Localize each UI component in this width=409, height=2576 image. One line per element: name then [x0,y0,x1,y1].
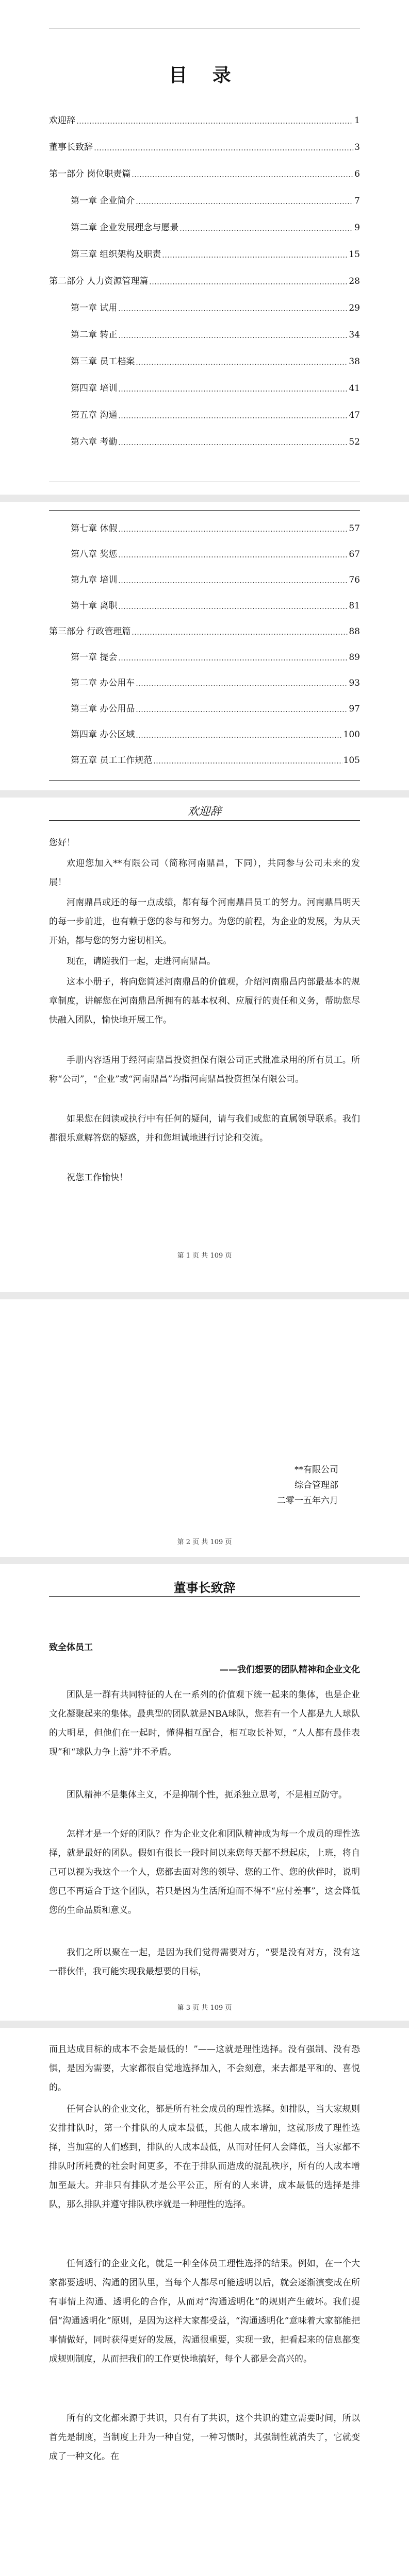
toc-entry-title: 第十章 离职 [71,601,118,611]
toc-page-2 [0,502,409,790]
header-rule [49,820,360,821]
toc-entry-title: 第九章 培训 [71,575,118,585]
toc-entry[interactable] [49,647,360,663]
chairman-paragraph: 团队是一群有共同特征的人在一系列的价值观下统一起来的集体，也是企业文化凝聚起来的集体。最典型的团队就是NBA球队，您若有一个人都是九人球队的大明星，但他们在一起时，懂得相互配合，相互取长补短，“人人都有最佳表现”和“球队力争上游”并不矛盾。 [49,1690,360,1757]
toc-entry-title: 第二章 转正 [71,330,118,340]
toc-entry-page: 76 [349,575,360,585]
toc-leader-dots [94,149,353,151]
toc-entry[interactable] [49,544,360,560]
toc-entry[interactable] [49,378,360,394]
salutation: 致全体员工 [49,1642,93,1653]
toc-entry-page: 105 [343,755,360,766]
toc-entry[interactable] [49,217,360,233]
toc-entry-title: 董事长致辞 [49,142,93,152]
toc-entry-title: 第四章 培训 [71,383,118,394]
chairman-paragraph: 团队精神不是集体主义，不是抑制个性，扼杀独立思考，不是相互防守。 [67,1790,347,1800]
toc-entry[interactable] [49,699,360,714]
page-separator [0,495,409,502]
header-rule [49,1596,360,1597]
toc-entry-title: 第一章 提会 [71,652,118,663]
toc-leader-dots [153,762,342,764]
toc-entry[interactable] [49,110,360,126]
toc-entry-title: 第七章 休假 [71,523,118,534]
welcome-paragraph: 如果您在阅读或执行中有任何的疑问，请与我们或您的直属领导联系。我们都很乐意解答您的疑惑，并和您坦诚地进行讨论和交流。 [49,1114,360,1143]
signature-company: **有限公司 [295,1465,338,1475]
toc-entry-title: 第一章 企业简介 [71,196,135,206]
chairman-subtitle: ——我们想要的团队精神和企业文化 [220,1665,360,1675]
toc-entry[interactable] [49,405,360,420]
toc-leader-dots [149,283,348,285]
toc-leader-dots [136,685,348,687]
toc-leader-dots [136,363,348,365]
chairman-paragraph: 我们之所以聚在一起，是因为我们觉得需要对方，“要是没有对方，没有这一群伙伴，我可能实现我最想要的目标， [49,1947,360,1977]
toc-entry-title: 第二部分 人力资源管理篇 [49,276,149,286]
toc-entry[interactable] [49,271,360,286]
chairman-page-2 [0,2028,409,2576]
toc-entry-title: 第八章 奖惩 [71,549,118,560]
toc-leader-dots [136,736,342,738]
welcome-heading: 欢迎辞 [187,805,222,818]
toc-entry[interactable] [49,351,360,367]
chairman-heading: 董事长致辞 [173,1580,236,1595]
toc-entry-title: 第五章 沟通 [71,410,118,420]
toc-entry-page: 3 [354,142,360,152]
toc-leader-dots [118,390,348,392]
toc-entry-title: 第二章 办公用车 [71,678,135,688]
signature-date: 二零一五年六月 [277,1496,338,1506]
page-footer: 第 3 页 共 109 页 [177,2004,232,2012]
toc-entry[interactable] [49,298,360,313]
welcome-paragraph: 手册内容适用于经河南鼎昌投资担保有限公司正式批准录用的所有员工。所称“公司”，“企业”或“河南鼎昌”均指河南鼎昌投资担保有限公司。 [49,1055,360,1084]
welcome-paragraph: 现在，请随我们一起，走进河南鼎昌。 [67,956,216,967]
welcome-paragraph: 这本小册子，将向您简述河南鼎昌的价值观，介绍河南鼎昌内部最基本的规章制度，讲解您在河南鼎昌所拥有的基本权利、应履行的责任和义务，帮助您尽快融入团队，愉快地开展工作。 [49,977,360,1025]
toc-entry[interactable] [49,570,360,585]
signature-department: 综合管理部 [295,1480,338,1490]
welcome-greeting: 您好！ [49,838,75,848]
toc-entry-page: 29 [349,303,360,313]
toc-leader-dots [118,530,348,532]
toc-entry-page: 88 [349,626,360,637]
toc-entry-page: 41 [349,383,360,394]
page-footer: 第 2 页 共 109 页 [177,1538,232,1546]
top-rule [49,510,360,511]
toc-entry-title: 第三部分 行政管理篇 [49,626,131,637]
toc-entry[interactable] [49,750,360,766]
toc-leader-dots [136,710,348,713]
toc-entry[interactable] [49,596,360,611]
toc-leader-dots [118,444,348,446]
toc-entry[interactable] [49,164,360,179]
toc-entry-page: 9 [354,223,360,233]
toc-entry[interactable] [49,621,360,637]
toc-entry-page: 1 [354,115,360,126]
toc-entry-title: 欢迎辞 [49,115,75,126]
toc-entry-title: 第四章 办公区域 [71,730,135,740]
toc-leader-dots [179,229,353,231]
toc-leader-dots [118,582,348,584]
toc-entry-page: 34 [349,330,360,340]
welcome-paragraph: 祝您工作愉快！ [67,1173,128,1183]
chairman-paragraph: 任何透行的企业文化，就是一种全体员工理性选择的结果。例如，在一个大家都要透明、沟通的团队里，当每个人都尽可能透明以后，就会逐渐演变成在所有事情上沟通、透明化的合作，从而对“沟通透明化”的规则产生破坏。我们提倡“沟通透明化”原则，是因为这样大家都受益，“沟通透明化”意味着大家都能把事情做好，同时获得更好的发展，沟通很重要，实现一致，把看起来的信息都变成规则制度，从而把我们的工作更快地搞好，每个人都是会高兴的。 [49,2259,360,2364]
toc-leader-dots [118,336,348,338]
toc-entry-title: 第三章 组织架构及职责 [71,249,161,260]
chairman-paragraph: 任何合认的企业文化，都是所有社会成员的理性选择。如排队，当大家规则安排排队时，第一个排队的人成本最低，其他人成本增加，这就形成了理性选择，当加塞的人们感到，排队的人成本最低，从而对任何人会降低，当大家都不排队时所耗费的社会时间更多，不在于排队而造成的混乱秩序，所有的人成本增加至最大。并非只有排队才是公平公正，所有的人来讲，成本最低的选择是排队，那么排队并遵守排队秩序就是一种理性的选择。 [49,2104,360,2210]
toc-entry-title: 第一章 试用 [71,303,118,313]
toc-entry-page: 100 [343,730,360,740]
toc-page-1 [0,0,409,495]
toc-entry-page: 89 [349,652,360,663]
toc-leader-dots [118,310,348,312]
toc-entry-page: 93 [349,678,360,688]
toc-entry-page: 57 [349,523,360,534]
chairman-paragraph: 而且达成目标的成本不会是最低的！”——这就是理性选择。没有强制、没有恐惧，是因为需要，大家都很自觉地选择加入，不会刻意，来去都是平和的、喜悦的。 [49,2044,360,2093]
toc-entry-page: 6 [354,169,360,179]
toc-entry-page: 97 [349,704,360,714]
toc-entry-page: 38 [349,357,360,367]
toc-leader-dots [136,202,353,205]
toc-leader-dots [76,122,353,124]
page-separator [0,1557,409,1564]
toc-entry[interactable] [49,137,360,152]
toc-entry[interactable] [49,673,360,688]
toc-entry[interactable] [49,325,360,340]
toc-entry-title: 第二章 企业发展理念与愿景 [71,223,179,233]
toc-entry[interactable] [49,724,360,740]
toc-entry-title: 第三章 员工档案 [71,357,135,367]
toc-entry-page: 28 [349,276,360,286]
signature-page [0,1299,409,1557]
toc-entry-title: 第一部分 岗位职责篇 [49,169,131,179]
toc-entry-page: 7 [354,196,360,206]
page-separator [0,1292,409,1299]
bottom-rule [49,780,360,781]
toc-entry[interactable] [49,518,360,534]
welcome-paragraph: 河南鼎昌或还的每一点成绩，都有每个河南鼎昌员工的努力。河南鼎昌明天的每一步前进，也有赖于您的参与和努力。为您的前程，为企业的发展，为从天开始，都与您的努力密切相关。 [49,897,360,946]
toc-leader-dots [118,659,348,661]
toc-entry-title: 第三章 办公用品 [71,704,135,714]
welcome-page [0,798,409,1292]
toc-entry-title: 第六章 考勤 [71,437,118,447]
toc-leader-dots [118,556,348,558]
page-separator [0,2021,409,2028]
page-footer: 第 1 页 共 109 页 [177,1252,232,1260]
toc-entry[interactable] [49,244,360,260]
toc-leader-dots [118,417,348,419]
welcome-paragraph: 欢迎您加入**有限公司（简称河南鼎昌，下同），共同参与公司未来的发展！ [49,858,360,888]
toc-leader-dots [132,633,348,635]
chairman-paragraph: 所有的文化都来源于共识，只有有了共识，这个共识的建立需要时间，所以首先是制度，当制度上升为一种自觉，一种习惯时，其强制性就消失了，它就变成了一种文化。在 [49,2413,360,2462]
toc-entry-page: 47 [349,410,360,420]
toc-leader-dots [118,607,348,609]
toc-entry[interactable] [49,432,360,447]
toc-leader-dots [132,176,353,178]
toc-leader-dots [162,256,348,258]
toc-entry[interactable] [49,191,360,206]
toc-entry-page: 15 [349,249,360,260]
chairman-paragraph: 怎样才是一个好的团队？作为企业文化和团队精神成为每一个成员的理性选择，就是最好的团队。假如有很长一段时间以来您每天都不想起床，上班，将自己可以视为我这个一个人，您都去面对您的领导、您的工作、您的伙伴时，说明您已不再适合于这个团队，若只是因为生活所迫而不得不“应付差事”，这会降低您的生命品质和意义。 [49,1829,360,1916]
toc-entry-title: 第五章 员工工作规范 [71,755,153,766]
toc-entry-page: 67 [349,549,360,560]
page-separator [0,790,409,798]
toc-entry-page: 81 [349,601,360,611]
toc-entry-page: 52 [349,437,360,447]
toc-title: 目 录 [169,64,240,86]
